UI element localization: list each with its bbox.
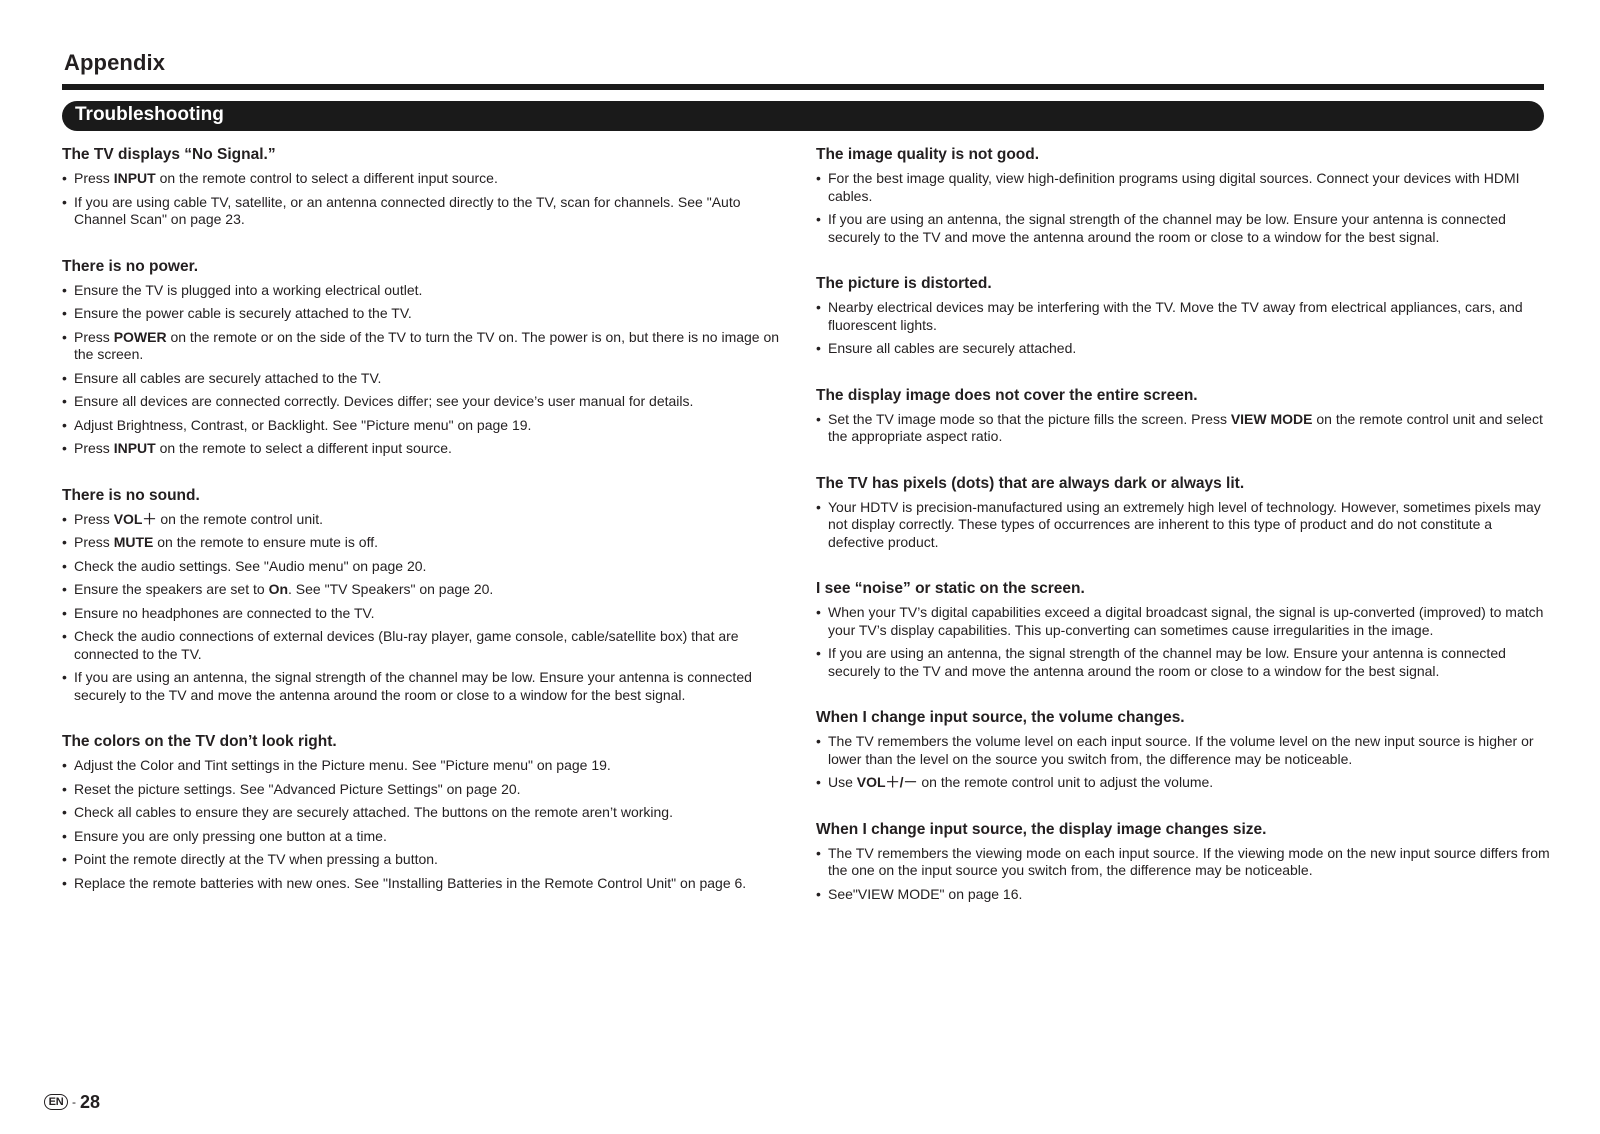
bullet-item bbox=[816, 211, 1551, 246]
troubleshooting-topic bbox=[62, 144, 792, 229]
section-title: Troubleshooting bbox=[75, 104, 224, 125]
bullet-text: on the remote control to select a different input source. bbox=[155, 170, 498, 186]
topic-title: The TV has pixels (dots) that are always dark or always lit. bbox=[816, 474, 1245, 492]
bullet-text: If you are using an antenna, the signal strength of the channel may be low. Ensure your antenna is connected securely to the TV and move the antenna around the room or close to a window for the best signal. bbox=[828, 211, 1506, 245]
bullet-text: Press bbox=[74, 440, 114, 456]
bullet-text: Use bbox=[828, 774, 857, 790]
bullet-item bbox=[62, 370, 792, 388]
bullet-item bbox=[816, 299, 1551, 334]
bullet-text: Ensure you are only pressing one button at a time. bbox=[74, 827, 387, 844]
bullet-item bbox=[62, 581, 792, 599]
troubleshooting-topic bbox=[816, 144, 1551, 246]
bullet-item bbox=[62, 605, 792, 623]
bullet-text: Check the audio settings. See "Audio menu" on page 20. bbox=[74, 557, 427, 574]
bullet-text: Adjust the Color and Tint settings in the Picture menu. See "Picture menu" on page 19. bbox=[74, 757, 611, 773]
bullet-item bbox=[816, 774, 1551, 792]
bullet-text: Press bbox=[74, 510, 114, 527]
bullet-item bbox=[62, 828, 792, 846]
bullet-item bbox=[62, 781, 792, 799]
bullet-item bbox=[62, 329, 792, 364]
bullet-text: If you are using an antenna, the signal strength of the channel may be low. Ensure your antenna is connected securely to the TV and move the antenna around the room or close to a window for the best signal. bbox=[74, 669, 752, 703]
bullet-text: Replace the remote batteries with new ones. See "Installing Batteries in the Remote Control Unit" on page 6. bbox=[74, 874, 747, 891]
bullet-text: Adjust Brightness, Contrast, or Backlight. See "Picture menu" on page 19. bbox=[74, 416, 532, 433]
bullet-text: Point the remote directly at the TV when pressing a button. bbox=[74, 851, 438, 867]
troubleshooting-topic bbox=[816, 385, 1551, 446]
bullet-text: Press bbox=[74, 534, 114, 550]
right-column bbox=[816, 144, 1551, 930]
topic-title: When I change input source, the display image changes size. bbox=[816, 820, 1267, 838]
bullet-item bbox=[62, 305, 792, 323]
bullet-text: Ensure the TV is plugged into a working electrical outlet. bbox=[74, 281, 423, 298]
troubleshooting-topic bbox=[816, 819, 1551, 904]
bullet-item bbox=[62, 669, 792, 704]
bullet-text: If you are using an antenna, the signal strength of the channel may be low. Ensure your antenna is connected securely to the TV and move the antenna around the room or close to a window for the best signal. bbox=[828, 645, 1506, 679]
button-name-text: VIEW MODE bbox=[1230, 410, 1313, 427]
bullet-item bbox=[62, 511, 792, 529]
topic-title: When I change input source, the volume changes. bbox=[816, 709, 1185, 726]
footer-separator: - bbox=[72, 1095, 76, 1109]
bullet-item bbox=[62, 393, 792, 411]
bullet-text: Ensure all cables are securely attached to the TV. bbox=[74, 369, 382, 386]
bullet-text: Ensure all cables are securely attached. bbox=[828, 340, 1077, 356]
bullet-item bbox=[62, 757, 792, 775]
troubleshooting-topic bbox=[816, 707, 1551, 792]
bullet-item bbox=[816, 340, 1551, 358]
page-number: 28 bbox=[80, 1091, 101, 1112]
section-header-bar bbox=[62, 101, 1544, 131]
bullet-item bbox=[62, 440, 792, 458]
bullet-item bbox=[62, 170, 792, 188]
topic-title: The display image does not cover the entire screen. bbox=[816, 386, 1198, 404]
troubleshooting-topic bbox=[816, 273, 1551, 358]
bullet-item bbox=[816, 845, 1551, 880]
bullet-item bbox=[62, 282, 792, 300]
bullet-text: on the remote control unit. bbox=[156, 510, 324, 527]
bullet-text: Set the TV image mode so that the picture fills the screen. Press bbox=[828, 410, 1231, 427]
bullet-item bbox=[816, 411, 1551, 446]
bullet-text: Your HDTV is precision-manufactured using an extremely high level of technology. However, sometimes pixels may not display correctly. These types of occurrences are inherent to this type of product and do not constitute a defective product. bbox=[828, 498, 1541, 550]
bullet-text: Ensure the power cable is securely attached to the TV. bbox=[74, 305, 412, 321]
bullet-item bbox=[62, 804, 792, 822]
topic-title: The colors on the TV don’t look right. bbox=[62, 733, 337, 750]
bullet-text: on the remote control unit and select the appropriate aspect ratio. bbox=[828, 410, 1543, 444]
bullet-text: Press bbox=[74, 328, 114, 345]
button-name-text: POWER bbox=[113, 328, 167, 345]
bullet-text: The TV remembers the viewing mode on each input source. If the viewing mode on the new input source differs from the one on the input source you switch from, the difference may be noticeable. bbox=[828, 844, 1550, 878]
topic-title: There is no sound. bbox=[62, 486, 200, 504]
bullet-text: on the remote to select a different input source. bbox=[155, 440, 452, 456]
troubleshooting-topic bbox=[62, 256, 792, 458]
bullet-item bbox=[816, 733, 1551, 768]
button-name-text: VOL＋/－ bbox=[856, 774, 918, 790]
page-footer bbox=[44, 1090, 100, 1114]
bullet-item bbox=[62, 875, 792, 893]
bullet-text: See"VIEW MODE" on page 16. bbox=[828, 885, 1023, 902]
bullet-text: When your TV’s digital capabilities exceed a digital broadcast signal, the signal is up-converted (improved) to match your TV’s display capabilities. This up-converting can sometimes cause irregularities in the image. bbox=[828, 604, 1544, 638]
bullet-text: Ensure no headphones are connected to the TV. bbox=[74, 604, 375, 621]
troubleshooting-topic bbox=[62, 485, 792, 705]
bullet-item bbox=[816, 645, 1551, 680]
bullet-text: Check all cables to ensure they are securely attached. The buttons on the remote aren’t working. bbox=[74, 804, 673, 820]
bullet-text: The TV remembers the volume level on each input source. If the volume level on the new input source is higher or lower than the level on the source you switch from, the difference may be noticeable. bbox=[828, 733, 1534, 767]
troubleshooting-topic bbox=[62, 731, 792, 892]
left-column bbox=[62, 144, 792, 919]
button-name-text: MUTE bbox=[113, 534, 154, 550]
bullet-text: . See "TV Speakers" on page 20. bbox=[288, 581, 494, 597]
bullet-text: on the remote to ensure mute is off. bbox=[153, 534, 379, 550]
button-name-text: INPUT bbox=[113, 440, 156, 456]
topic-title: The TV displays “No Signal.” bbox=[62, 146, 276, 163]
troubleshooting-topic bbox=[816, 578, 1551, 680]
bullet-item bbox=[62, 194, 792, 229]
button-name-text: VOL＋ bbox=[113, 510, 157, 527]
button-name-text: On bbox=[268, 581, 289, 597]
bullet-text: For the best image quality, view high-definition programs using digital sources. Connect your devices with HDMI cables. bbox=[828, 170, 1520, 204]
bullet-item bbox=[816, 170, 1551, 205]
bullet-item bbox=[62, 628, 792, 663]
bullet-text: Ensure all devices are connected correctly. Devices differ; see your device’s user manual for details. bbox=[74, 393, 694, 409]
bullet-text: Check the audio connections of external devices (Blu-ray player, game console, cable/satellite box) that are connected to the TV. bbox=[74, 628, 739, 662]
bullet-text: Ensure the speakers are set to bbox=[74, 581, 269, 597]
heading-rule bbox=[62, 84, 1544, 90]
bullet-text: Reset the picture settings. See "Advanced Picture Settings" on page 20. bbox=[74, 780, 521, 797]
page-title: Appendix bbox=[64, 50, 166, 75]
topic-title: The picture is distorted. bbox=[816, 275, 992, 292]
bullet-text: Nearby electrical devices may be interfering with the TV. Move the TV away from electrical appliances, cars, and fluorescent lights. bbox=[828, 299, 1523, 333]
topic-title: There is no power. bbox=[62, 257, 199, 275]
bullet-item bbox=[816, 499, 1551, 552]
topic-title: I see “noise” or static on the screen. bbox=[816, 580, 1085, 597]
topic-title: The image quality is not good. bbox=[816, 146, 1040, 163]
bullet-text: on the remote or on the side of the TV to turn the TV on. The power is on, but there is no image on the screen. bbox=[74, 328, 780, 362]
bullet-item bbox=[62, 558, 792, 576]
bullet-item bbox=[62, 851, 792, 869]
troubleshooting-topic bbox=[816, 473, 1551, 552]
bullet-item bbox=[816, 886, 1551, 904]
bullet-text: If you are using cable TV, satellite, or an antenna connected directly to the TV, scan for channels. See "Auto Channel Scan" on page 23. bbox=[74, 193, 741, 227]
bullet-item bbox=[62, 417, 792, 435]
bullet-text: on the remote control unit to adjust the volume. bbox=[917, 774, 1214, 790]
bullet-item bbox=[816, 604, 1551, 639]
language-badge: EN bbox=[44, 1094, 68, 1110]
bullet-item bbox=[62, 534, 792, 552]
button-name-text: INPUT bbox=[113, 170, 156, 186]
bullet-text: Press bbox=[74, 170, 114, 186]
